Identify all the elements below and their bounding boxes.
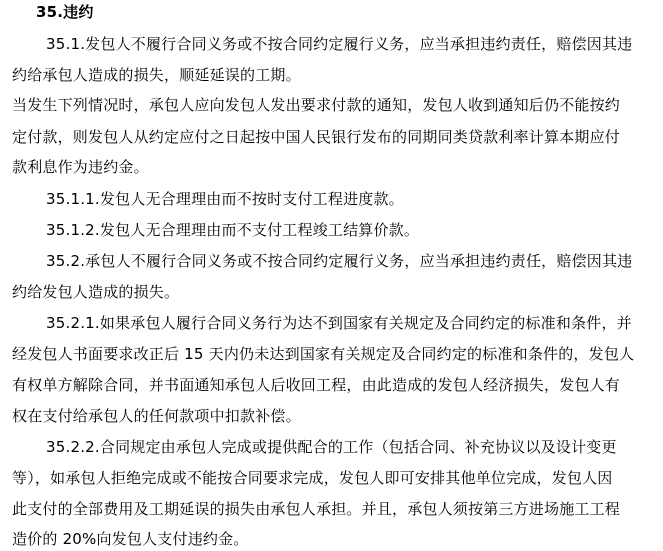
paragraph-line: 35.2.1.如果承包人履行合同义务行为达不到国家有关规定及合同约定的标准和条件，并 — [46, 314, 632, 332]
paragraph-line: 款利息作为违约金。 — [12, 158, 149, 176]
paragraph-line: 权在支付给承包人的任何款项中扣款补偿。 — [12, 407, 301, 425]
paragraph-line: 约给发包人造成的损失。 — [12, 283, 180, 301]
paragraph-line: 经发包人书面要求改正后 15 天内仍未达到国家有关规定及合同约定的标准和条件的，发包人 — [12, 345, 635, 363]
paragraph-line: 35.1.2.发包人无合理理由而不支付工程竣工结算价款。 — [46, 221, 420, 239]
paragraph-line: 等），如承包人拒绝完成或不能按合同要求完成，发包人即可安排其他单位完成，发包人因 — [12, 469, 613, 487]
paragraph-line: 35.1.发包人不履行合同义务或不按合同约定履行义务，应当承担违约责任，赔偿因其违 — [46, 35, 633, 53]
paragraph-line: 当发生下列情况时，承包人应向发包人发出要求付款的通知，发包人收到通知后仍不能按约 — [12, 96, 621, 114]
paragraph-line: 35.2.2.合同规定由承包人完成或提供配合的工作（包括合同、补充协议以及设计变更 — [46, 438, 617, 456]
paragraph-line: 此支付的全部费用及工期延误的损失由承包人承担。并且，承包人须按第三方进场施工工程 — [12, 500, 621, 518]
paragraph-line: 约给承包人造成的损失，顺延延误的工期。 — [12, 66, 301, 84]
section-heading: 35.违约 — [36, 3, 94, 21]
paragraph-line: 有权单方解除合同，并书面通知承包人后收回工程，由此造成的发包人经济损失，发包人有 — [12, 376, 621, 394]
paragraph-line: 35.2.承包人不履行合同义务或不按合同约定履行义务，应当承担违约责任，赔偿因其违 — [46, 252, 633, 270]
paragraph-line: 造价的 20%向发包人支付违约金。 — [12, 530, 249, 548]
paragraph-line: 35.1.1.发包人无合理理由而不按时支付工程进度款。 — [46, 190, 404, 208]
paragraph-line: 定付款，则发包人从约定应付之日起按中国人民银行发布的同期同类贷款利率计算本期应付 — [12, 128, 621, 146]
